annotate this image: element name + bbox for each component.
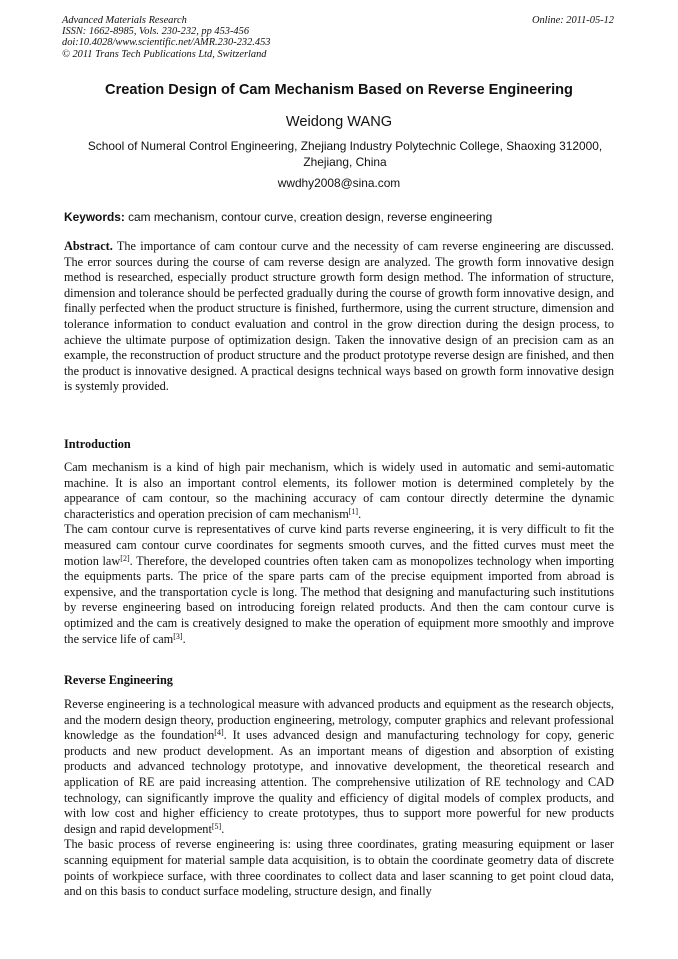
journal-issn: ISSN: 1662-8985, Vols. 230-232, pp 453-456 xyxy=(62,26,250,38)
introduction-paragraph xyxy=(64,522,614,647)
keywords xyxy=(64,210,624,224)
journal-copyright: © 2011 Trans Tech Publications Ltd, Switzerland xyxy=(62,48,267,60)
paper-title: Creation Design of Cam Mechanism Based on Reverse Engineering xyxy=(105,82,573,98)
introduction-paragraph xyxy=(64,460,614,522)
re-p1-end: . xyxy=(221,821,225,836)
journal-doi: doi:10.4028/www.scientific.net/AMR.230-232.453 xyxy=(62,37,271,49)
abstract xyxy=(64,239,614,395)
keywords-label: Keywords: xyxy=(64,210,125,224)
reverse-engineering-body xyxy=(64,697,614,900)
re-p2-text: The basic process of reverse engineering is: using three coordinates, grating measuring equipment or laser scanning equipment for material sample data acquisition, is to obtain the coordinate geometry data of discrete points of workpiece surface, with three coordinates to collect data and laser scanning to get point cloud data, and on this basis to conduct surface modeling, structure design, and finally xyxy=(64,837,614,899)
intro-p1-end: . xyxy=(358,506,362,521)
introduction-body xyxy=(64,460,614,647)
citation-ref: [2] xyxy=(120,553,130,563)
online-date: Online: 2011-05-12 xyxy=(531,15,614,26)
intro-p2-end: . xyxy=(182,631,186,646)
section-heading-introduction: Introduction xyxy=(64,437,131,451)
intro-p2-text-a: The cam contour curve is representatives of curve kind parts reverse engineering, it is very difficult to fit the measured cam contour curve coordinates for segments smooth curves, and the fitted curves must meet the motion law xyxy=(64,522,614,568)
abstract-text: The importance of cam contour curve and the necessity of cam reverse engineering are discussed. The error sources during the course of cam reverse design are analyzed. The growth form innovative design method is researched, especially product structure growth form design method. The information of structure, dimension and tolerance should be perfected gradually during the course of growth form innovative design, and finally perfected when the product structure is finished, furthermore, using the current structure, dimension and tolerance information to conduct evaluation and control in the grow direction during the design process, to achieve the ultimate purpose of optimization design. Taken the innovative design of an precision cam as an example, the reconstruction of product structure and the product prototype reverse design are finished, and then the product is innovative designed. A practical designs technical ways based on growth form innovative design is systemly provided. xyxy=(64,239,614,394)
citation-ref: [5] xyxy=(211,821,222,831)
section-heading-reverse-engineering: Reverse Engineering xyxy=(64,673,173,687)
re-paragraph xyxy=(64,837,614,899)
citation-ref: [3] xyxy=(173,631,183,641)
author-name: Weidong WANG xyxy=(285,114,393,130)
citation-ref: [1] xyxy=(348,506,359,516)
abstract-label: Abstract. xyxy=(64,239,113,253)
author-email: wwdhy2008@sina.com xyxy=(277,176,401,190)
re-p1-text-b: . It uses advanced design and manufacturing technology for copy, generic products and new product development. As an important means of digestion and absorption of existing products and advanced technology prototype, and innovative development, the theoretical research and application of RE are paid increasing attention. The comprehensive utilization of RE technology and CAD technology, can significantly improve the quality and efficiency of digital models of complex products, and with low cost and higher efficiency to create prototypes, thus to support more powerful for new products design and rapid development xyxy=(64,728,614,836)
keywords-text: cam mechanism, contour curve, creation design, reverse engineering xyxy=(128,210,493,224)
intro-p2-text-b: . Therefore, the developed countries often taken cam as monopolizes technology when importing the equipments parts. The price of the spare parts cam of the precise equipment imported from abroad is expensive, and the transportation cycle is long. The method that designing and manufacturing such institutions by reverse engineering based on introducing foreign related products. And then the cam contour curve is optimized and the cam is creatively designed to make the operation of equipment more smoothly and improve the service life of cam xyxy=(64,553,614,646)
re-paragraph xyxy=(64,697,614,837)
citation-ref: [4] xyxy=(214,728,224,738)
journal-name: Advanced Materials Research xyxy=(62,15,187,26)
journal-header xyxy=(62,15,614,60)
re-p1-text-a: Reverse engineering is a technological measure with advanced products and equipment as the research objects, and the modern design theory, production engineering, metrology, computer graphics and relevant professional knowledge as the foundation xyxy=(64,697,614,743)
intro-p1-text: Cam mechanism is a kind of high pair mechanism, which is widely used in automatic and semi-automatic machine. It is also an important control elements, its follower motion is determined completely by the appearance of cam contour, so the machining accuracy of cam contour directly determine the dynamic characteristics and operation precision of cam mechanism xyxy=(64,460,614,521)
author-affiliation: School of Numeral Control Engineering, Zhejiang Industry Polytechnic College, Shaoxing 312000, Zhejiang, China xyxy=(87,139,603,169)
